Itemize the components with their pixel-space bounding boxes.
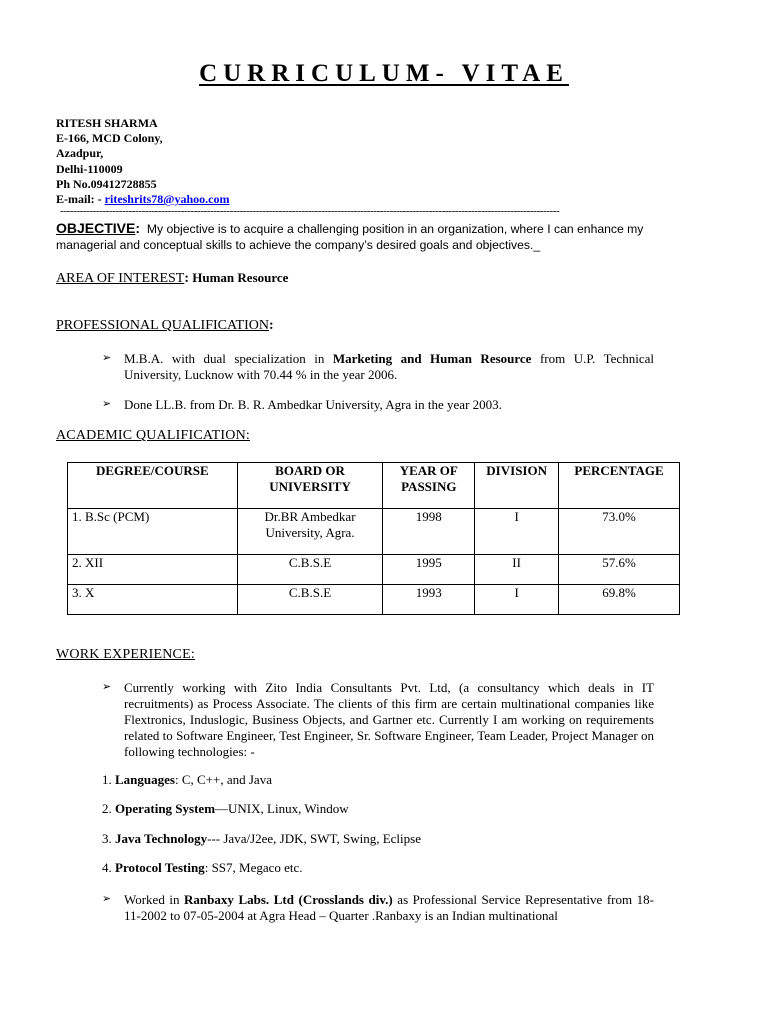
- table-cell: 3. X: [68, 585, 238, 615]
- table-cell: 1995: [383, 555, 475, 585]
- table-cell: Dr.BR Ambedkar University, Agra.: [237, 509, 383, 555]
- table-row: [68, 585, 680, 615]
- area-of-interest: AREA OF INTEREST: Human Resource: [56, 270, 289, 286]
- skill-java-technology: 3. Java Technology--- Java/J2ee, JDK, SWT, Swing, Eclipse: [102, 831, 421, 846]
- table-cell: I: [475, 509, 559, 555]
- table-cell: 57.6%: [559, 555, 680, 585]
- table-cell: 2. XII: [68, 555, 238, 585]
- column-header: PERCENTAGE: [559, 463, 680, 509]
- address-line-1: E-166, MCD Colony,: [56, 131, 163, 146]
- address-line-2: Azadpur,: [56, 146, 104, 161]
- professional-item-1: M.B.A. with dual specialization in Marketing and Human Resource from U.P. Technical University, Lucknow with 70.44 % in the year 2006.: [124, 351, 654, 382]
- table-cell: 1998: [383, 509, 475, 555]
- address-line-3: Delhi-110009: [56, 161, 123, 176]
- email-link[interactable]: riteshrits78@yahoo.com: [104, 192, 230, 207]
- separator-line: ---------------------------------------------------------------------------------------------------------------------------------------------------------: [60, 205, 560, 217]
- professional-heading: PROFESSIONAL QUALIFICATION:: [56, 318, 274, 333]
- document-title: CURRICULUM- VITAE: [199, 60, 569, 87]
- table-cell: 69.8%: [559, 585, 680, 615]
- work-ranbaxy: Worked in Ranbaxy Labs. Ltd (Crosslands div.) as Professional Service Representative from 18-11-2002 to 07-05-2004 at Agra Head – Quarter .Ranbaxy is an Indian multinational: [124, 892, 654, 923]
- work-heading: WORK EXPERIENCE:: [56, 647, 195, 662]
- table-row: [68, 509, 680, 555]
- area-of-interest-value: Human Resource: [189, 270, 289, 285]
- table-row: [68, 555, 680, 585]
- table-cell: 73.0%: [559, 509, 680, 555]
- skill-protocol-testing: 4. Protocol Testing: SS7, Megaco etc.: [102, 860, 303, 875]
- column-header: BOARD OR UNIVERSITY: [237, 463, 383, 509]
- skill-languages: 1. Languages: C, C++, and Java: [102, 772, 272, 787]
- table-cell: I: [475, 585, 559, 615]
- table-cell: 1. B.Sc (PCM): [68, 509, 238, 555]
- academic-table: [67, 462, 680, 615]
- bullet-icon: ➢: [102, 893, 112, 905]
- academic-heading: ACADEMIC QUALIFICATION:: [56, 428, 250, 443]
- table-cell: II: [475, 555, 559, 585]
- objective-text: My objective is to acquire a challenging position in an organization, where I can enhance my managerial and conceptual skills to achieve the company’s desired goals and objectives._: [56, 222, 644, 252]
- column-header: DEGREE/COURSE: [68, 463, 238, 509]
- bullet-icon: ➢: [102, 681, 112, 693]
- bullet-icon: ➢: [102, 352, 112, 364]
- work-intro: Currently working with Zito India Consultants Pvt. Ltd, (a consultancy which deals in IT recruitments) as Process Associate. The clients of this firm are certain multinational companies like Flextronics, Induslogic, Business Objects, and Gartner etc. Currently I am working on requirements related to Software Engineer, Test Engineer, Sr. Software Engineer, Team Leader, Project Manager on following technologies: -: [124, 680, 654, 759]
- skill-operating-system: 2. Operating System—UNIX, Linux, Window: [102, 801, 349, 816]
- professional-item-2: Done LL.B. from Dr. B. R. Ambedkar University, Agra in the year 2003.: [124, 397, 502, 412]
- candidate-name: RITESH SHARMA: [56, 116, 158, 130]
- area-of-interest-label: AREA OF INTEREST: [56, 271, 185, 286]
- column-header: DIVISION: [475, 463, 559, 509]
- bullet-icon: ➢: [102, 398, 112, 410]
- table-cell: C.B.S.E: [237, 585, 383, 615]
- contact-block: [56, 116, 229, 207]
- objective-label: OBJECTIVE: [56, 220, 136, 236]
- table-header-row: [68, 463, 680, 509]
- objective-section: OBJECTIVE: My objective is to acquire a challenging position in an organization, where I can enhance my managerial and conceptual skills to achieve the company’s desired goals and objectives._: [56, 220, 644, 252]
- table-cell: 1993: [383, 585, 475, 615]
- email-label: E-mail: -: [56, 192, 105, 207]
- column-header: YEAR OF PASSING: [383, 463, 475, 509]
- phone-number: Ph No.09412728855: [56, 176, 157, 191]
- table-cell: C.B.S.E: [237, 555, 383, 585]
